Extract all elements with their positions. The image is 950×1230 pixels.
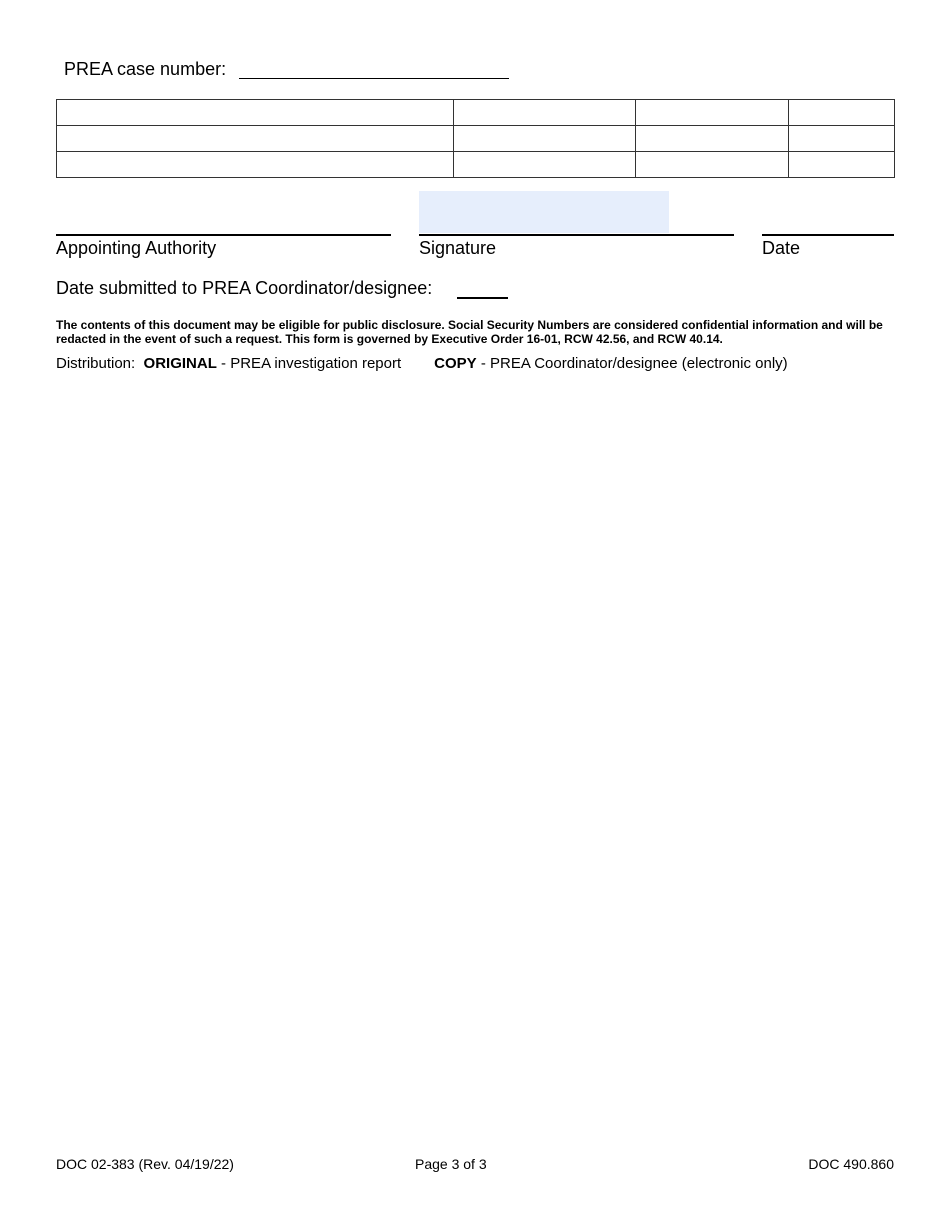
table-cell[interactable] — [636, 100, 789, 126]
case-number-input[interactable] — [239, 60, 509, 79]
table-row — [57, 100, 895, 126]
table-cell[interactable] — [454, 126, 636, 152]
distribution-prefix: Distribution: — [56, 355, 136, 372]
footer-form-id: DOC 02-383 (Rev. 04/19/22) — [56, 1156, 234, 1172]
table-cell[interactable] — [57, 152, 454, 178]
date-submitted-label: Date submitted to PREA Coordinator/designee: — [56, 278, 433, 298]
footer-policy-number: DOC 490.860 — [808, 1156, 894, 1172]
footer-page-number: Page 3 of 3 — [415, 1156, 487, 1172]
table-row — [57, 126, 895, 152]
table-cell[interactable] — [789, 152, 895, 178]
case-number-label: PREA case number: — [64, 59, 227, 79]
distribution-copy-text: - PREA Coordinator/designee (electronic only) — [476, 355, 788, 372]
entry-table — [56, 99, 895, 178]
distribution-line — [56, 355, 788, 372]
distribution-original-text: - PREA investigation report — [216, 355, 402, 372]
appointing-authority-line[interactable] — [56, 234, 391, 236]
date-line[interactable] — [762, 234, 894, 236]
appointing-authority-label: Appointing Authority — [56, 238, 217, 258]
signature-label: Signature — [419, 238, 497, 258]
table-cell[interactable] — [454, 100, 636, 126]
table-cell[interactable] — [789, 126, 895, 152]
table-cell[interactable] — [57, 100, 454, 126]
disclosure-notice: The contents of this document may be eligible for public disclosure. Social Security Numbers are considered confidential information and will be redacted in the event of such a request. This form is governed by Executive Order 16-01, RCW 42.56, and RCW 40.14. — [56, 318, 883, 346]
table-cell[interactable] — [636, 152, 789, 178]
signature-line — [419, 234, 734, 236]
distribution-original-label: ORIGINAL — [143, 355, 217, 372]
table-cell[interactable] — [789, 100, 895, 126]
table-cell[interactable] — [454, 152, 636, 178]
table-cell[interactable] — [636, 126, 789, 152]
table-cell[interactable] — [57, 126, 454, 152]
distribution-copy-label: COPY — [434, 355, 477, 372]
date-label: Date — [762, 238, 801, 258]
date-submitted-input[interactable] — [457, 281, 508, 299]
signature-field[interactable] — [419, 191, 669, 233]
table-row — [57, 152, 895, 178]
